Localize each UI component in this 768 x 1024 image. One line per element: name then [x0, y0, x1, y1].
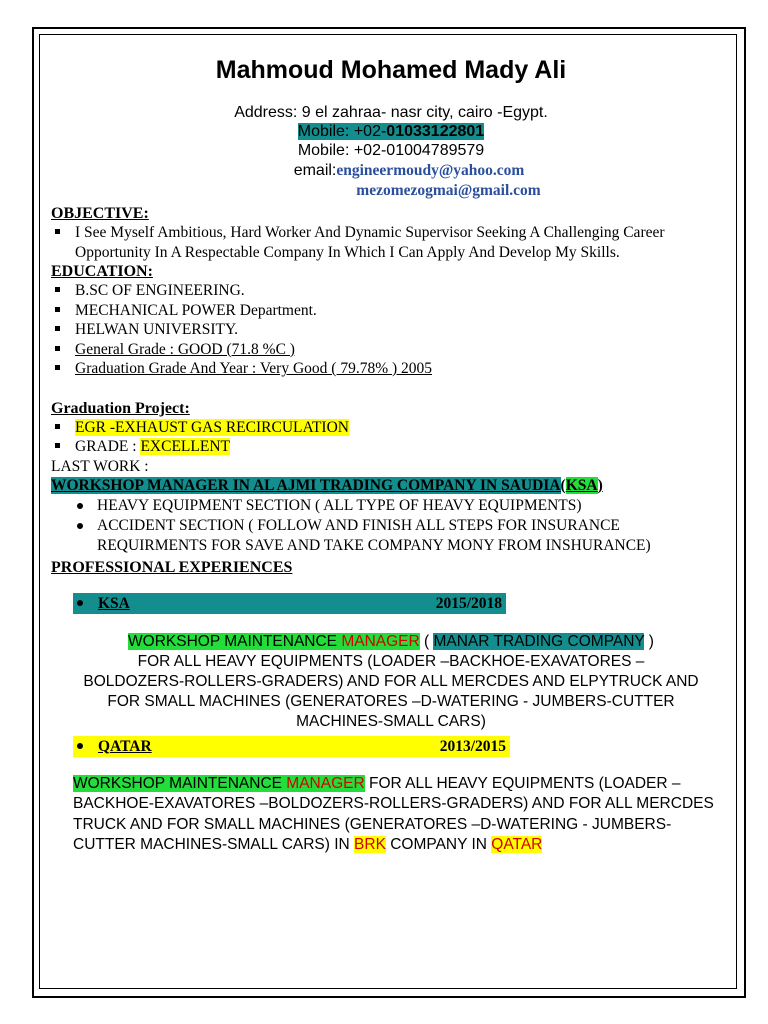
- ksa-desc-line: MACHINES-SMALL CARS): [296, 712, 486, 730]
- qatar-role-b: MANAGER: [286, 774, 365, 792]
- experience-heading: PROFESSIONAL EXPERIENCES: [51, 558, 293, 576]
- experience-qatar-desc: [51, 774, 731, 856]
- last-work-item: ACCIDENT SECTION ( FOLLOW AND FINISH ALL STEPS FOR INSURANCE REQUIRMENTS FOR SAVE AND TAKE COMPANY MONY FROM INSHURANCE): [51, 516, 731, 556]
- ksa-company: MANAR TRADING COMPANY: [433, 632, 645, 650]
- mobile-primary-prefix: Mobile: +02-: [297, 123, 387, 140]
- email-secondary[interactable]: mezomezogmai@gmail.com: [356, 182, 541, 199]
- email-line: [51, 160, 731, 180]
- ksa-role-highlight: [128, 633, 420, 650]
- experience-ksa-bar: [73, 593, 506, 614]
- email-secondary-line: [51, 180, 731, 200]
- project-grade-item: [51, 437, 731, 457]
- education-item: B.SC OF ENGINEERING.: [51, 281, 731, 301]
- education-item: MECHANICAL POWER Department.: [51, 301, 731, 321]
- education-item: HELWAN UNIVERSITY.: [51, 320, 731, 340]
- project-title-item: [51, 418, 731, 438]
- general-grade: General Grade : GOOD (71.8 %C ): [75, 340, 295, 358]
- experience-qatar-years: 2013/2015: [439, 737, 506, 755]
- experience-qatar-bar: [73, 736, 510, 757]
- last-work-label: LAST WORK :: [51, 457, 149, 475]
- mobile-primary: [51, 122, 731, 141]
- qatar-word: QATAR: [491, 836, 543, 853]
- contact-block: [51, 103, 731, 200]
- project-list: [51, 418, 731, 457]
- paren-close: ): [597, 477, 603, 494]
- ksa-desc-line: BOLDOZERS-ROLLERS-GRADERS) AND FOR ALL MERCDES AND ELPYTRUCK AND: [83, 672, 699, 690]
- project-title: EGR -EXHAUST GAS RECIRCULATION: [75, 418, 349, 436]
- last-work-title-main: WORKSHOP MANAGER IN AL AJMI TRADING COMPANY IN SAUDIA: [51, 477, 561, 494]
- project-heading: Graduation Project:: [51, 399, 190, 417]
- project-grade-value: EXCELLENT: [140, 438, 230, 455]
- ksa-company-close: ): [644, 632, 654, 650]
- last-work-title: [51, 476, 731, 496]
- email-label: email:: [293, 162, 337, 179]
- mobile-secondary: Mobile: +02-01004789579: [297, 142, 485, 159]
- education-list: [51, 281, 731, 379]
- qatar-role-a: WORKSHOP MAINTENANCE: [73, 774, 287, 792]
- experience-ksa-role-line: [51, 632, 731, 652]
- objective-text: I See Myself Ambitious, Hard Worker And Dynamic Supervisor Seeking A Challenging Career Opportunity In A Respectable Company In Which I Can Apply And Develop My Skills.: [51, 223, 731, 262]
- education-heading: EDUCATION:: [51, 263, 153, 280]
- address: Address: 9 el zahraa- nasr city, cairo -Egypt.: [234, 104, 548, 121]
- ksa-role-b: MANAGER: [341, 632, 420, 650]
- ksa-desc-line: FOR SMALL MACHINES (GENERATORES –D-WATERING - JUMBERS-CUTTER: [107, 692, 675, 710]
- experience-ksa-country: KSA: [98, 594, 130, 612]
- education-item: [51, 359, 731, 379]
- ksa-desc-line: FOR ALL HEAVY EQUIPMENTS (LOADER –BACKHOE-EXAVATORES –: [137, 652, 645, 670]
- qatar-role-highlight: [73, 775, 365, 792]
- qatar-text: FOR ALL HEAVY EQUIPMENTS (LOADER –BACKHOE-EXAVATORES –BOLDOZERS-ROLLERS-GRADERS) AND FOR ALL MERCDES TRUCK AND FOR SMALL MACHINES (GENERATORES –D-WATERING - JUMBERS-CUTTER MACHINES-SMALL CARS) IN: [73, 774, 714, 853]
- ksa-role-a: WORKSHOP MAINTENANCE: [128, 632, 342, 650]
- last-work-list: [51, 496, 731, 556]
- experience-qatar-country: QATAR: [98, 737, 152, 755]
- qatar-text2: COMPANY IN: [385, 836, 492, 853]
- objective-list: [51, 223, 731, 262]
- experience-ksa-years: 2015/2018: [435, 594, 502, 612]
- candidate-name: Mahmoud Mohamed Mady Ali: [215, 56, 567, 84]
- qatar-brk: BRK: [354, 836, 386, 853]
- last-work-item: HEAVY EQUIPMENT SECTION ( ALL TYPE OF HEAVY EQUIPMENTS): [51, 496, 731, 516]
- project-grade-label: GRADE :: [75, 438, 141, 455]
- last-work-ksa: KSA: [565, 477, 598, 494]
- graduation-grade: Graduation Grade And Year : Very Good ( 79.78% ) 2005: [75, 360, 433, 377]
- paren-open: (: [560, 477, 566, 494]
- ksa-company-open: (: [419, 632, 434, 650]
- email-primary[interactable]: engineermoudy@yahoo.com: [336, 162, 525, 179]
- mobile-primary-number: 01033122801: [386, 123, 485, 140]
- resume-body: [51, 56, 731, 856]
- education-item: [51, 340, 731, 360]
- objective-heading: OBJECTIVE:: [51, 205, 149, 222]
